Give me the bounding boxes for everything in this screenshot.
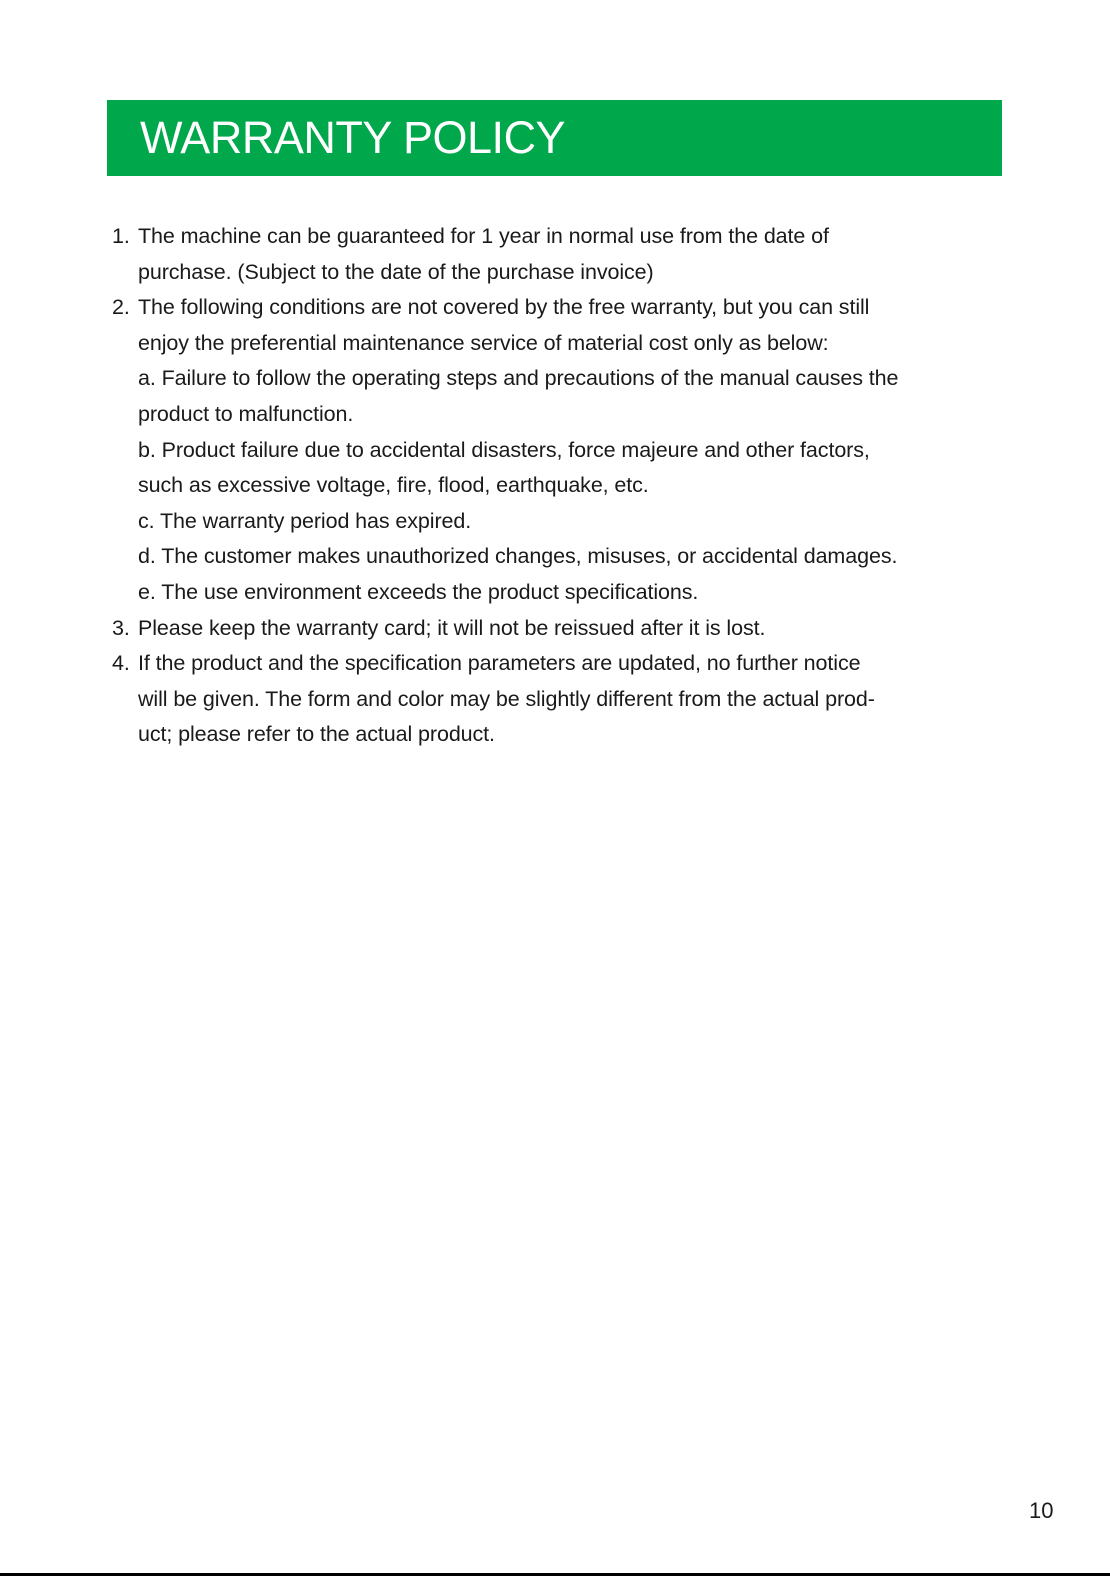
list-item [107,219,1007,290]
list-item [107,290,1007,610]
sub-item-line: d. The customer makes unauthorized changes, misuses, or accidental damages. [138,544,898,569]
list-item-number: 3. [112,615,130,640]
list-item-line: If the product and the specification parameters are updated, no further notice [138,651,861,676]
warranty-terms-list [107,219,1007,753]
list-item-line: purchase. (Subject to the date of the purchase invoice) [138,259,654,284]
page-number: 10 [1029,1498,1054,1523]
list-item-number: 2. [112,295,130,320]
list-item-number: 1. [112,224,130,248]
sub-item-line: c. The warranty period has expired. [138,508,472,533]
list-item-line: The machine can be guaranteed for 1 year in normal use from the date of [138,224,829,248]
sub-item-line: such as excessive voltage, fire, flood, earthquake, etc. [138,473,649,498]
list-item-line: enjoy the preferential maintenance service of material cost only as below: [138,330,829,355]
sub-item-line: b. Product failure due to accidental disasters, force majeure and other factors, [138,437,870,462]
list-item [107,611,1007,647]
list-item [107,646,1007,753]
page-title: WARRANTY POLICY [140,111,566,163]
list-item-line: uct; please refer to the actual product. [138,722,495,747]
sub-item-line: product to malfunction. [138,401,354,426]
list-item-number: 4. [112,651,130,676]
sub-item-line: a. Failure to follow the operating steps and precautions of the manual causes the [138,366,899,391]
header-band [107,100,1002,176]
list-item-line: The following conditions are not covered by the free warranty, but you can still [138,295,870,320]
list-item-line: will be given. The form and color may be slightly different from the actual prod- [138,686,875,711]
list-item-line: Please keep the warranty card; it will not be reissued after it is lost. [138,615,766,640]
sub-item-line: e. The use environment exceeds the product specifications. [138,579,699,604]
